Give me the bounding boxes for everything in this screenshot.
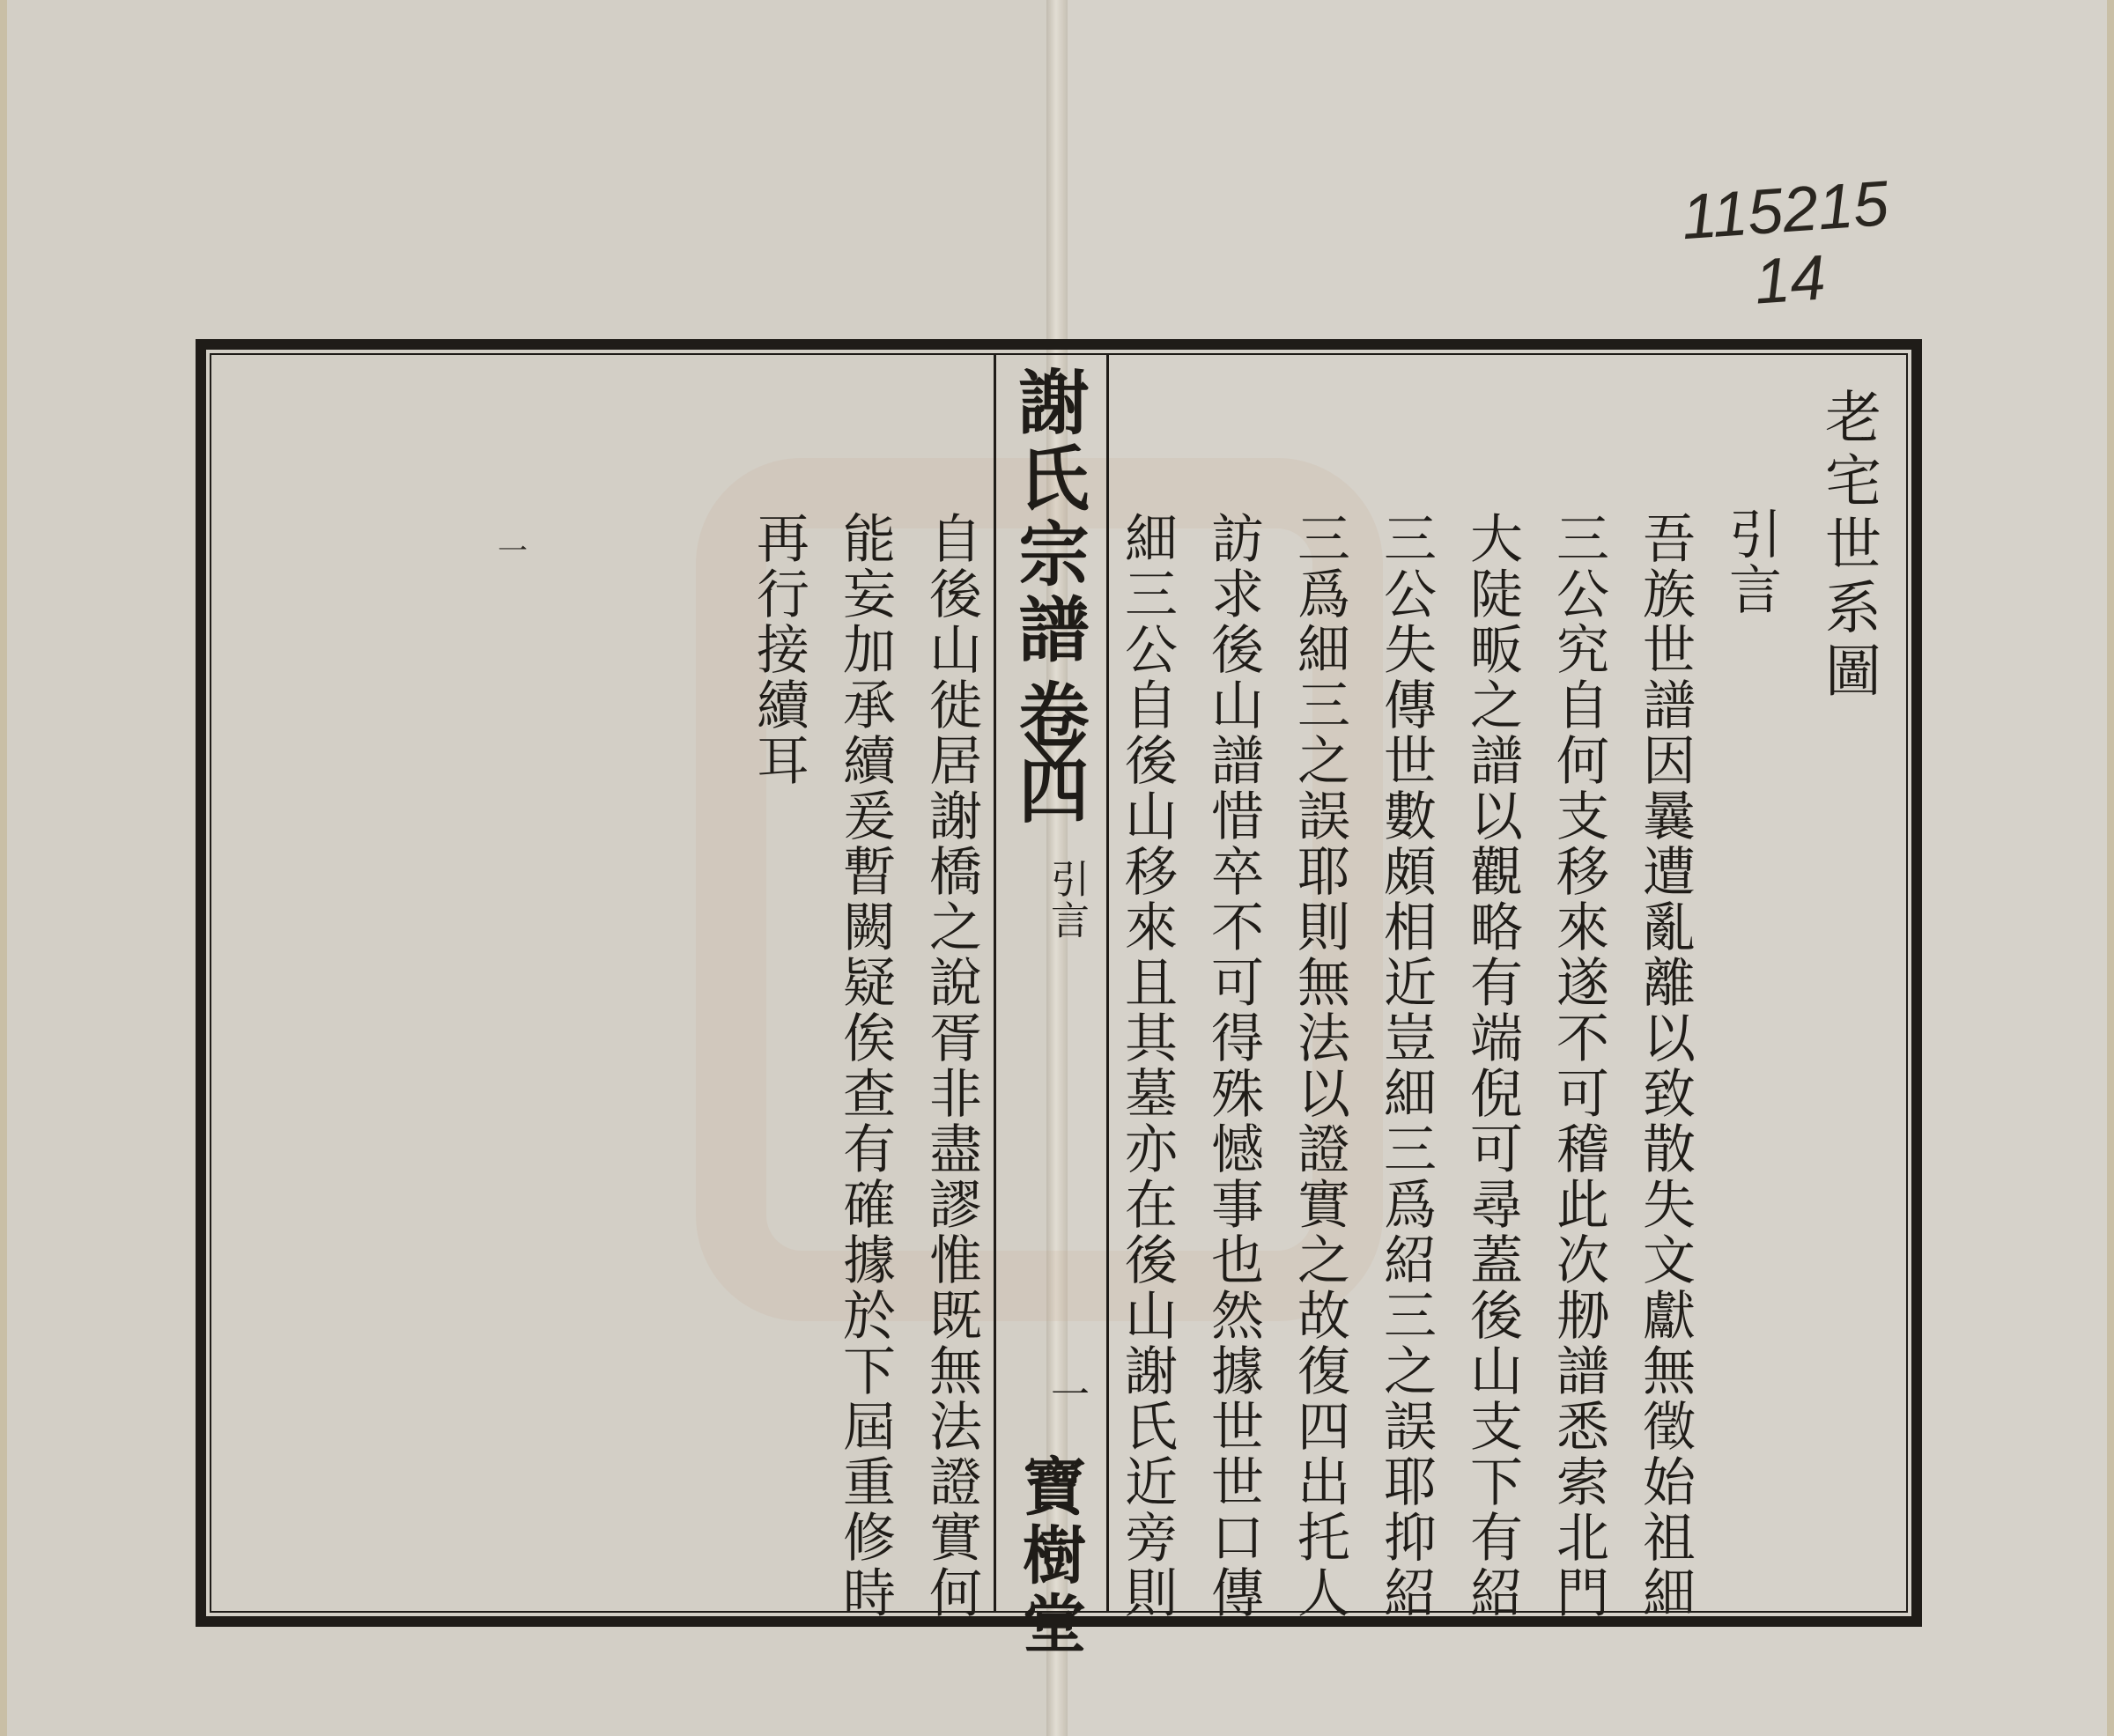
left-column-1: 自後山徙居謝橋之說胥非盡謬惟既無法證實何 bbox=[920, 511, 982, 1621]
book-title: 謝氏宗譜 bbox=[1007, 366, 1090, 669]
body-column-4: 三公失傳世數頗相近豈細三爲紹三之誤耶抑紹 bbox=[1375, 511, 1437, 1621]
body-column-3: 大陡畈之譜以觀略有端倪可尋蓋後山支下有紹 bbox=[1461, 511, 1523, 1621]
chapter-title: 老宅世系圖 bbox=[1815, 388, 1881, 705]
page-edge-left bbox=[0, 0, 7, 1736]
body-column-5: 三爲細三之誤耶則無法以證實之故復四出托人 bbox=[1289, 511, 1350, 1621]
center-rule-right bbox=[1106, 353, 1109, 1613]
page-edge-right bbox=[2107, 0, 2114, 1736]
body-column-7: 細三公自後山移來且其墓亦在後山謝氏近旁則 bbox=[1116, 511, 1178, 1621]
catalog-number bbox=[1680, 169, 1896, 322]
left-column-3: 再行接續耳 bbox=[748, 511, 809, 788]
catalog-number-main: 115215 bbox=[1679, 168, 1891, 254]
left-column-2: 能妄加承續爰暫闕疑俟查有確據於下屆重修時 bbox=[834, 511, 896, 1621]
volume-number: 卷四 bbox=[1007, 678, 1090, 830]
left-page-mark: 一 bbox=[498, 534, 526, 569]
body-column-1: 吾族世譜因曩遭亂離以致散失文獻無徵始祖細 bbox=[1634, 511, 1696, 1621]
center-section-label: 引言 bbox=[1044, 859, 1089, 942]
catalog-number-sub: 14 bbox=[1752, 242, 1828, 318]
leaf-number: 一 bbox=[1044, 1374, 1089, 1415]
body-column-6: 訪求後山譜惜卒不可得殊憾事也然據世世口傳 bbox=[1202, 511, 1264, 1621]
center-rule-left bbox=[994, 353, 996, 1613]
section-heading: 引言 bbox=[1720, 506, 1782, 617]
hall-name: 寶樹堂 bbox=[1012, 1453, 1087, 1659]
body-column-2: 三公究自何支移來遂不可稽此次刱譜悉索北門 bbox=[1548, 511, 1609, 1621]
